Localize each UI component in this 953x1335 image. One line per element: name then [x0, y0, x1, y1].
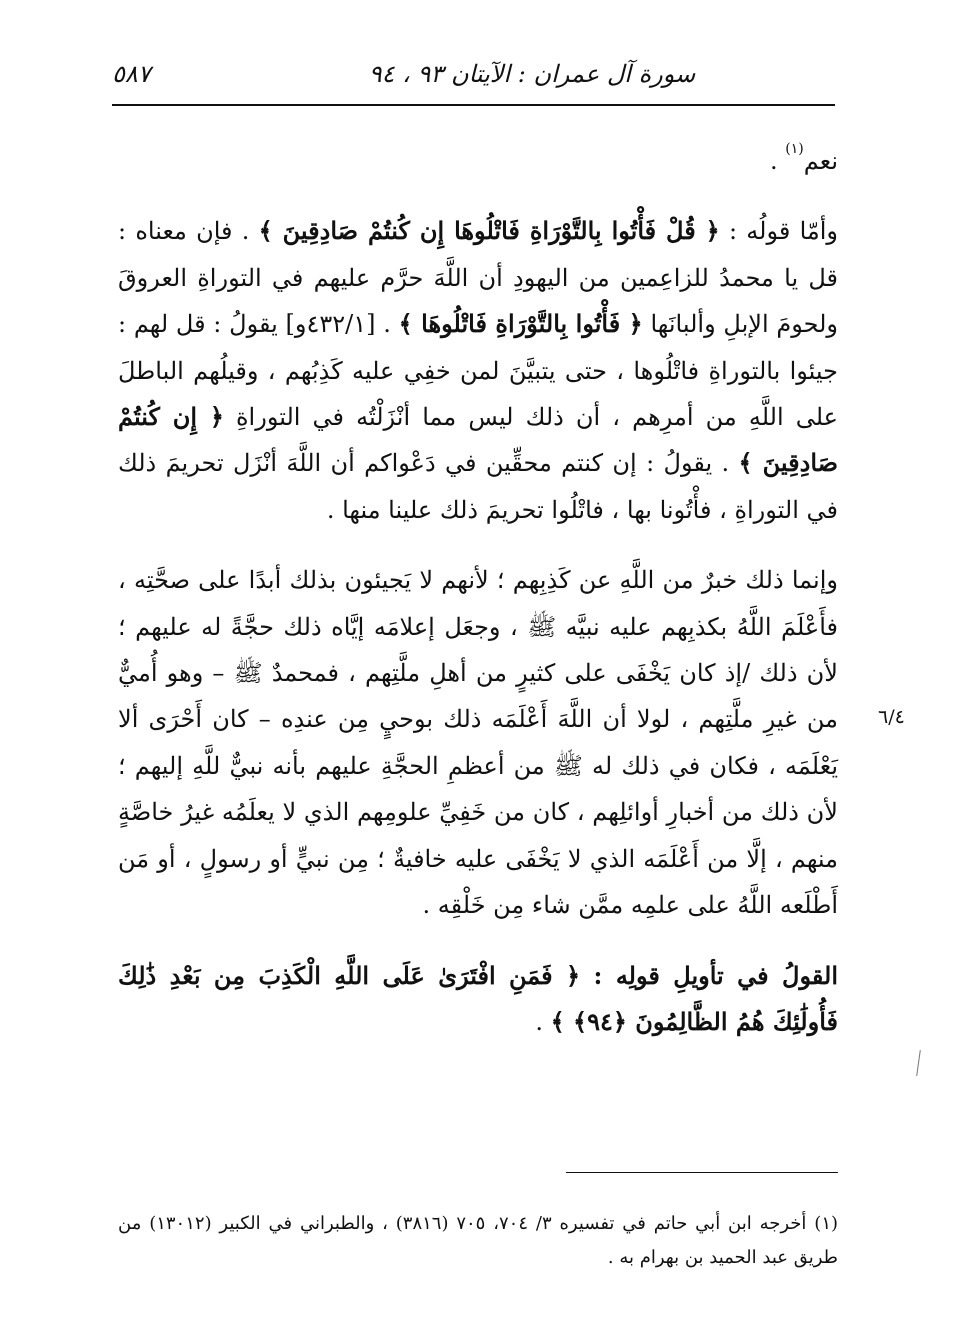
section-heading: القولُ في تأويلِ قولِه :	[580, 960, 838, 990]
paragraph-3-end: .	[535, 1007, 551, 1036]
quran-verse-4: ﴿ فَمَنِ افْتَرَىٰ عَلَى اللَّهِ الْكَذِبَ مِن بَعْدِ ذَٰلِكَ فَأُولَٰئِكَ هُمُ الظَّالِمُونَ ﴿٩٤﴾ ﴾	[118, 960, 838, 1036]
footnote-reference: (١)	[785, 141, 804, 157]
paragraph-2: وإنما ذلك خبرٌ من اللَّهِ عن كَذِبِهم ؛ لأنهم لا يَجيئون بذلك أبدًا على صحَّتِه ، فأَعْلَمَ اللَّهُ بكذبِهم عليه نبيَّه ﷺ ، وجعَل إعلامَه إيَّاه ذلك حجَّةً له عليهم ؛ لأن ذلك /إذ كان يَخْفَى على كثيرٍ من أهلِ ملَّتِهم ، فمحمدٌ ﷺ – وهو أُميٌّ من غيرِ ملَّتِهم ، لولا أن اللَّهَ أَعْلَمَه ذلك بوحيٍ مِن عندِه – كان أَحْرَى ألا يَعْلَمَه ، فكان في ذلك له ﷺ من أعظمِ الحجَّةِ عليهم بأنه نبيٌّ للَّهِ إليهم ؛ لأن ذلك من أخبارِ أوائلِهم ، كان من خَفِيِّ علومِهم الذي لا يعلَمُه غيرُ خاصَّةٍ منهم ، إلَّا من أَعْلَمَه الذي لا يَخْفَى عليه خافيةٌ ؛ مِن نبيٍّ أو رسولٍ ، أو مَن أَطْلَعه اللَّهُ على علمِه ممَّن شاء مِن خَلْقِه .	[118, 566, 838, 920]
paragraph-1-a: وأمّا قولُه :	[719, 217, 839, 246]
paragraph-1	[118, 208, 838, 533]
header-rule	[112, 104, 835, 106]
paragraph-1-b: . فإن معناه : قل يا محمدُ للزاعِمين من اليهودِ أن اللَّهَ حرَّم عليهم في التوراةِ العروقَ ولحومَ الإبلِ وألبانَها	[118, 217, 839, 339]
running-title: سورة آل عمران : الآيتان ٩٣ ، ٩٤	[368, 60, 696, 88]
scan-mark	[916, 1050, 921, 1076]
margin-page-reference: ٦/٤	[878, 706, 905, 728]
page-number: ٥٨٧	[112, 60, 151, 88]
paragraph-0-end: .	[770, 147, 786, 175]
paragraph-0-text: نعم	[803, 147, 838, 175]
footnote-rule	[566, 1172, 838, 1173]
main-text	[118, 138, 838, 1045]
footnote-1: (١) أخرجه ابن أبي حاتم في تفسيره ٣/ ٧٠٤، ٧٠٥ (٣٨١٦) ، والطبراني في الكبير (١٣٠١٢) من طريق عبد الحميد بن بهرام به .	[118, 1213, 839, 1268]
paragraph-1-d: . يقولُ : إن كنتم محقِّين في دَعْواكم أن اللَّهَ أنْزَل تحريمَ ذلك في التوراةِ ، فأْتُونا بها ، فاتْلُوا تحريمَ ذلك علينا منها .	[118, 449, 838, 524]
quran-verse-3: ﴿ إِن كُنتُمْ صَادِقِينَ ﴾	[118, 402, 839, 478]
paragraph-1-c: . [٤٣٢/١و] يقولُ : قل لهم : جيئوا بالتوراةِ فاتْلُوها ، حتى يتبيَّنَ لمن خفِي عليه كَذِبُهم ، وقيلُهم الباطلَ على اللَّهِ من أمرِهم ، أن ذلك ليس مما أنْزَلْتُه في التوراةِ	[118, 310, 839, 432]
quran-verse-1: ﴿ قُلْ فَأْتُوا بِالتَّوْرَاةِ فَاتْلُوهَا إِن كُنتُمْ صَادِقِينَ ﴾	[258, 216, 720, 246]
quran-verse-2: ﴿ فَأْتُوا بِالتَّوْرَاةِ فَاتْلُوهَا ﴾	[398, 309, 643, 339]
paragraph-0	[118, 138, 838, 184]
paragraph-3	[118, 953, 838, 1046]
page-header	[112, 52, 835, 102]
footnote-block	[118, 1207, 838, 1275]
